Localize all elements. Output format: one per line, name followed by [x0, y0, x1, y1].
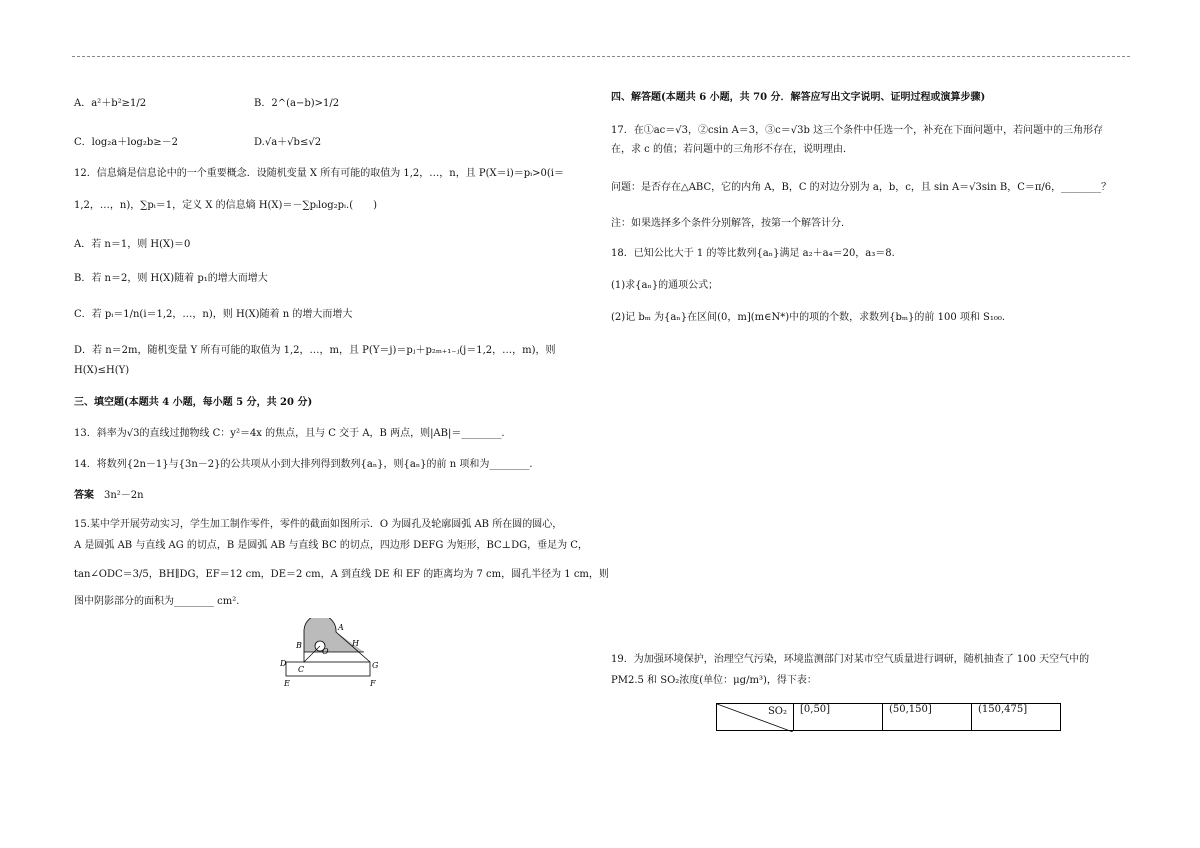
- answer-value: 3n²－2n: [104, 490, 144, 501]
- table-corner-cell: [717, 704, 794, 731]
- label-d: D: [280, 659, 287, 668]
- q12-option-b: B．若 n＝2，则 H(X)随着 p₁的增大而增大: [74, 273, 268, 284]
- label-o: O: [322, 647, 329, 656]
- table-header-cell: (150,475]: [972, 704, 1061, 731]
- q12-line2: 1,2，…，n)，∑pᵢ＝1，定义 X 的信息熵 H(X)＝－∑pᵢlog₂pᵢ.( ): [74, 200, 378, 211]
- pm25-so2-table: [716, 703, 1061, 731]
- q15-line3: tan∠ODC＝3/5，BH∥DG，EF＝12 cm，DE＝2 cm，A 到直线 DE 和 EF 的距离均为 7 cm，圆孔半径为 1 cm，则: [74, 569, 609, 580]
- label-b: B: [296, 641, 302, 650]
- q17-line1: 17．在①ac＝√3，②csin A＝3，③c＝√3b 这三个条件中任选一个，补充在下面问题中，若问题中的三角形存: [611, 125, 1104, 136]
- answer-row: [74, 489, 144, 503]
- label-f: F: [370, 679, 376, 688]
- label-g: G: [372, 661, 379, 670]
- q18: 18．已知公比大于 1 的等比数列{aₙ}满足 a₂＋a₄＝20，a₃＝8.: [611, 248, 895, 259]
- section-4-title: 四、解答题(本题共 6 小题，共 70 分．解答应写出文字说明、证明过程或演算步骤): [611, 92, 986, 103]
- q14: 14．将数列{2n－1}与{3n－2}的公共项从小到大排列得到数列{aₙ}，则{aₙ}的前 n 项和为________.: [74, 459, 533, 470]
- label-a: A: [338, 623, 344, 632]
- header-divider: [72, 56, 1130, 57]
- q17-line3: 问题：是否存在△ABC，它的内角 A，B，C 的对边分别为 a，b，c，且 sin A＝√3sin B，C＝π/6，________？: [611, 182, 1112, 193]
- q13: 13．斜率为√3的直线过抛物线 C：y²＝4x 的焦点，且与 C 交于 A，B 两点，则|AB|＝________.: [74, 428, 505, 439]
- q18-part2: (2)记 bₘ 为{aₙ}在区间(0，m](m∈N*)中的项的个数，求数列{bₘ}的前 100 项和 S₁₀₀.: [611, 312, 1006, 323]
- q12-option-a: A．若 n＝1，则 H(X)＝0: [74, 239, 191, 250]
- q19-line2: PM2.5 和 SO₂浓度(单位：μg/m³)，得下表：: [611, 675, 817, 686]
- corner-label: SO₂: [767, 706, 787, 717]
- q12-option-d-line1: D．若 n＝2m，随机变量 Y 所有可能的取值为 1,2，…，m，且 P(Y＝j)＝pⱼ＋p₂ₘ₊₁₋ⱼ(j＝1,2，…，m)，则: [74, 345, 556, 356]
- q12-option-c: C．若 pᵢ＝1/n(i＝1,2，…，n)，则 H(X)随着 n 的增大而增大: [74, 309, 353, 320]
- answer-label: 答案: [74, 490, 94, 501]
- label-h: H: [352, 639, 359, 648]
- q11-option-c: C．log₂a＋log₂b≥－2: [74, 137, 179, 148]
- q17-line2: 在，求 c 的值；若问题中的三角形不存在，说明理由．: [611, 144, 853, 155]
- q12-line1: 12．信息熵是信息论中的一个重要概念．设随机变量 X 所有可能的取值为 1,2，…，n，且 P(X＝i)＝pᵢ>0(i＝: [74, 168, 565, 179]
- q12-option-d-line2: H(X)≤H(Y): [74, 365, 130, 376]
- q15-line4: 图中阴影部分的面积为________ cm².: [74, 596, 240, 607]
- q11-option-a: A．a²＋b²≥1/2: [74, 98, 147, 109]
- q11-option-d: D.√a＋√b≤√2: [254, 137, 322, 148]
- q15-line1: 15.某中学开展劳动实习，学生加工制作零件，零件的截面如图所示．O 为圆孔及轮廓圆弧 AB 所在圆的圆心，: [74, 519, 563, 530]
- table-row: [717, 704, 1061, 731]
- section-3-title: 三、填空题(本题共 4 小题，每小题 5 分，共 20 分): [74, 397, 313, 408]
- q11-option-b: B．2^(a−b)>1/2: [254, 98, 340, 109]
- label-e: E: [284, 679, 290, 688]
- part-cross-section-figure: [280, 618, 390, 692]
- q18-part1: (1)求{aₙ}的通项公式；: [611, 280, 719, 291]
- label-c: C: [298, 665, 305, 674]
- q17-note: 注：如果选择多个条件分别解答，按第一个解答计分．: [611, 218, 851, 229]
- q15-line2: A 是圆弧 AB 与直线 AG 的切点，B 是圆弧 AB 与直线 BC 的切点，四边形 DEFG 为矩形，BC⊥DG，垂足为 C，: [74, 540, 588, 551]
- table-header-cell: [0,50]: [794, 704, 883, 731]
- table-header-cell: (50,150]: [883, 704, 972, 731]
- q19-line1: 19．为加强环境保护，治理空气污染，环境监测部门对某市空气质量进行调研，随机抽查了 100 天空气中的: [611, 654, 1090, 665]
